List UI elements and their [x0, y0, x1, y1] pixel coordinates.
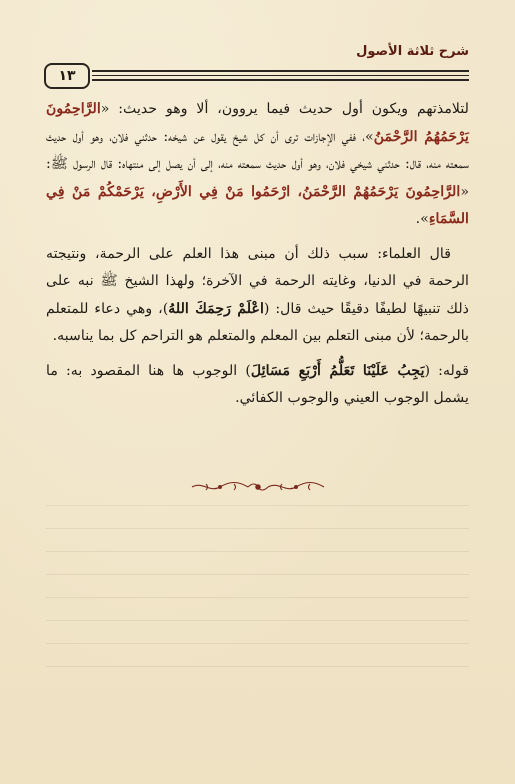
text-run: ) الوجوب ها هنا المقصود به: ما يشمل الوجوب العيني والوجوب الكفائي. — [46, 362, 469, 406]
floral-divider-icon — [0, 480, 515, 494]
hadith-quote: الرَّاحِمُونَ يَرْحَمُهُمُ الرَّحْمَنُ — [46, 101, 469, 145]
paragraph-commentary — [46, 358, 469, 413]
header-rule-top — [92, 70, 469, 72]
hadith-quote-full: الرَّاحِمُونَ يَرْحَمُهُمْ الرَّحْمَنُ، ارْحَمُوا مَنْ فِي الأَرْضِ، يَرْحَمْكُمْ مَنْ فِي السَّمَاءِ — [46, 183, 469, 227]
show-through-texture — [46, 505, 469, 735]
page-body — [46, 96, 469, 413]
text-run: ». — [415, 211, 429, 227]
text-run: قوله: ( — [424, 362, 469, 379]
header-rule-bottom — [92, 79, 469, 81]
paragraph-hadith — [46, 96, 469, 234]
author-quote: اعْلَمْ رَحِمَكَ اللهُ — [168, 300, 264, 317]
text-run: »، ففي الإجازات ترى أن كل شيخ يقول عن شيخه: حدثني فلان، وهو أول حديث سمعته منه، قال: حدثني شيخي فلان، وهو أول حديث سمعته منه، إلى أن يصل إلى منتهاه: قال الرسول ﷺ: « — [46, 128, 469, 200]
paragraph-scholars — [46, 241, 469, 351]
text-run: )، وهي دعاء للمتعلم بالرحمة؛ لأن مبنى التعلم بين المعلم والمتعلم هو التراحم كل بما يناسبه. — [46, 300, 469, 344]
running-head-title: شرح ثلاثة الأصول — [356, 44, 469, 59]
matn-quote: يَجِبُ عَلَيْنَا تَعَلُّمُ أَرْبَعِ مَسَائِلَ — [250, 362, 425, 379]
header-rule-middle — [92, 75, 469, 76]
page-number: ١٣ — [44, 63, 90, 89]
text-run: قال العلماء: سبب ذلك أن مبنى هذا العلم على الرحمة، ونتيجته الرحمة في الدنيا، وغايته الرحمة في الآخرة؛ ولهذا الشيخ ﷺ نبه على ذلك تنبيهًا لطيفًا دقيقًا حيث قال: ( — [46, 245, 469, 317]
text-run: لتلامذتهم ويكون أول حديث فيما يروون، ألا وهو حديث: « — [100, 101, 469, 117]
